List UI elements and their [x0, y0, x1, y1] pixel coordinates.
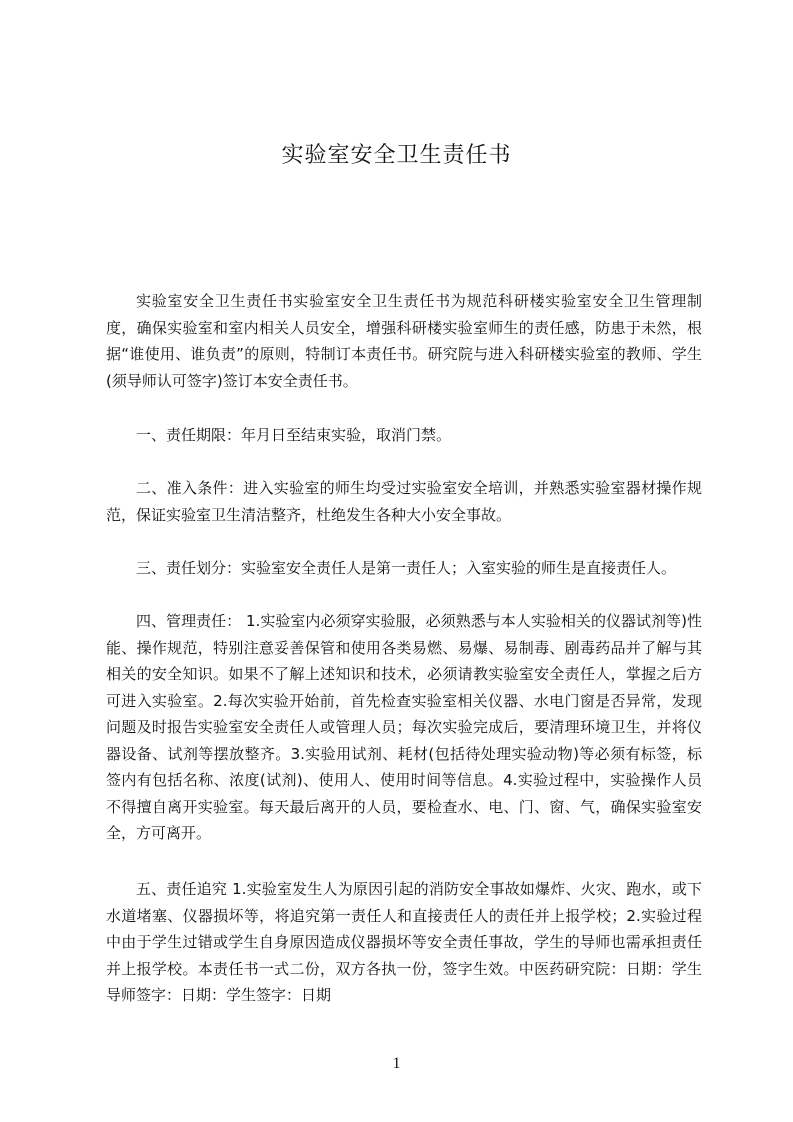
paragraph-term — [106, 422, 702, 449]
paragraph-text: 二、准入条件：进入实验室的师生均受过实验室安全培训，并熟悉实验室器材操作规范，保证实验室卫生清洁整齐，杜绝发生各种大小安全事故。 — [106, 479, 702, 524]
paragraph-text: 一、责任期限：年月日至结束实验，取消门禁。 — [136, 426, 452, 444]
paragraph-text: 实验室安全卫生责任书实验室安全卫生责任书为规范科研楼实验室安全卫生管理制度，确保实验室和室内相关人员安全，增强科研楼实验室师生的责任感，防患于未然，根据“谁使用、谁负责”的原则，特制订本责任书。研究院与进入科研楼实验室的教师、学生(须导师认可签字)签订本安全责任书。 — [106, 292, 702, 390]
paragraph-accountability — [106, 876, 702, 1009]
paragraph-responsibility-division — [106, 555, 702, 582]
paragraph-admission — [106, 475, 702, 528]
paragraph-text: 三、责任划分：实验室安全责任人是第一责任人；入室实验的师生是直接责任人。 — [136, 559, 677, 577]
page-number: 1 — [392, 1055, 401, 1072]
document-title: 实验室安全卫生责任书 — [281, 143, 512, 168]
paragraph-intro — [106, 288, 702, 394]
paragraph-text: 四、管理责任： 1.实验室内必须穿实验服，必须熟悉与本人实验相关的仪器试剂等)性能、操作规范，特别注意妥善保管和使用各类易燃、易爆、易制毒、剧毒药品并了解与其相关的安全知识。如果不了解上述知识和技术，必须请教实验室安全责任人，掌握之后方可进入实验室。2.每次实验开始前，首先检查实验室相关仪器、水电门窗是否异常，发现问题及时报告实验室安全责任人或管理人员；每次实验完成后，要清理环境卫生，并将仪器设备、试剂等摆放整齐。3.实验用试剂、耗材(包括待处理实验动物)等必须有标签，标签内有包括名称、浓度(试剂)、使用人、使用时间等信息。4.实验过程中，实验操作人员不得擅自离开实验室。每天最后离开的人员，要检查水、电、门、窗、气，确保实验室安全，方可离开。 — [106, 612, 702, 842]
paragraph-text: 五、责任追究 1.实验室发生人为原因引起的消防安全事故如爆炸、火灾、跑水，或下水道堵塞、仪器损坏等，将追究第一责任人和直接责任人的责任并上报学校；2.实验过程中由于学生过错或学生自身原因造成仪器损坏等安全责任事故，学生的导师也需承担责任并上报学校。本责任书一式二份，双方各执一份，签字生效。中医药研究院：日期：学生导师签字：日期：学生签字：日期 — [106, 880, 702, 1004]
paragraph-management — [106, 608, 702, 847]
